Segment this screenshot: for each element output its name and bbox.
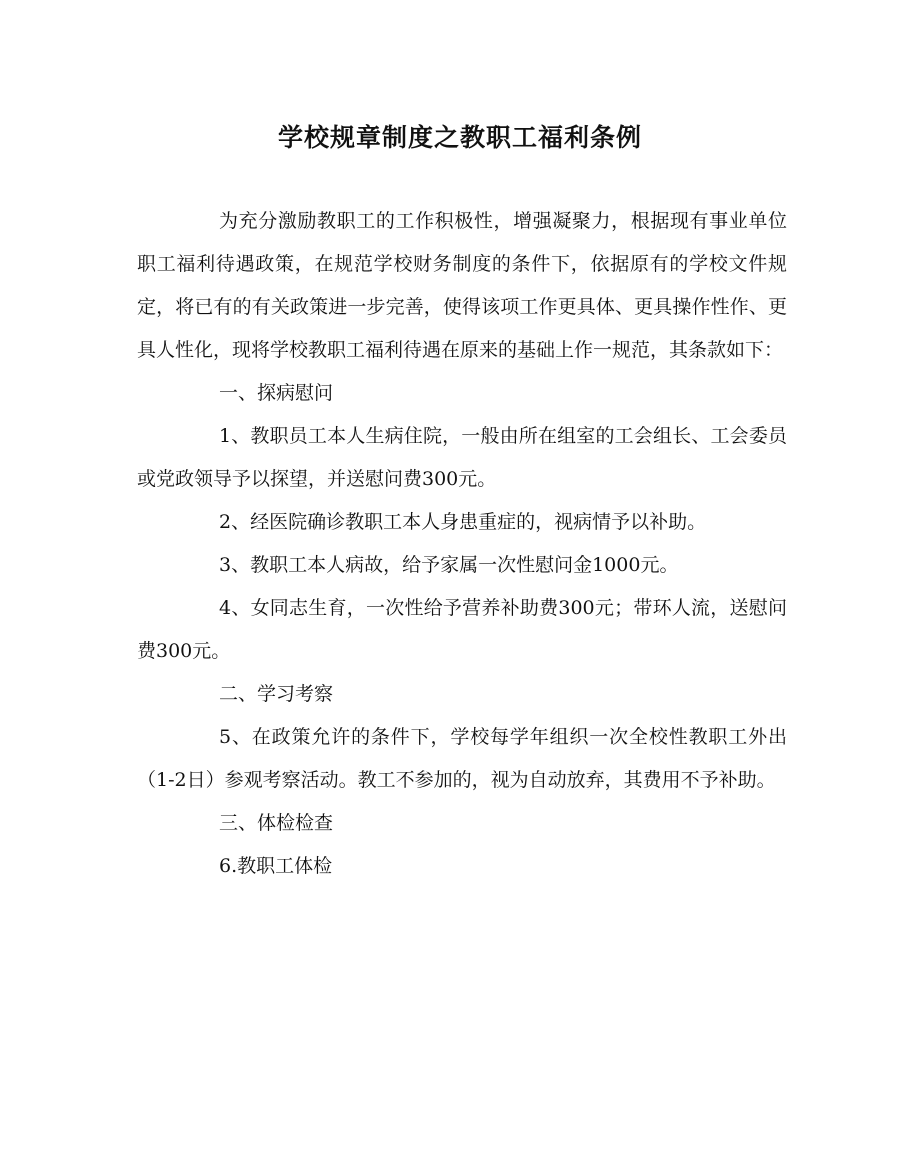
clause-6: 6.教职工体检	[219, 855, 333, 877]
intro-paragraph: 为充分激励教职工的工作积极性，增强凝聚力，根据现有事业单位职工福利待遇政策，在规范学校财务制度的条件下，依据原有的学校文件规定，将已有的有关政策进一步完善，使得该项工作更具体、更具操作性作、更具人性化，现将学校教职工福利待遇在原来的基础上作一规范，其条款如下：	[137, 210, 787, 361]
clause-4: 4、女同志生育，一次性给予营养补助费300元；带环人流，送慰问费300元。	[137, 597, 787, 662]
section-heading-visit-sick: 一、探病慰问	[219, 382, 334, 404]
document-body	[137, 200, 787, 888]
clause-2: 2、经医院确诊教职工本人身患重症的，视病情予以补助。	[219, 511, 707, 533]
clause-3: 3、教职工本人病故，给予家属一次性慰问金1000元。	[219, 554, 679, 576]
document-title: 学校规章制度之教职工福利条例	[277, 123, 642, 152]
section-heading-health-check: 三、体检检查	[219, 812, 334, 834]
clause-5: 5、在政策允许的条件下，学校每学年组织一次全校性教职工外出（1-2日）参观考察活动。教工不参加的，视为自动放弃，其费用不予补助。	[137, 726, 787, 791]
section-heading-study-tour: 二、学习考察	[219, 683, 334, 705]
clause-1: 1、教职员工本人生病住院，一般由所在组室的工会组长、工会委员或党政领导予以探望，并送慰问费300元。	[137, 425, 787, 490]
